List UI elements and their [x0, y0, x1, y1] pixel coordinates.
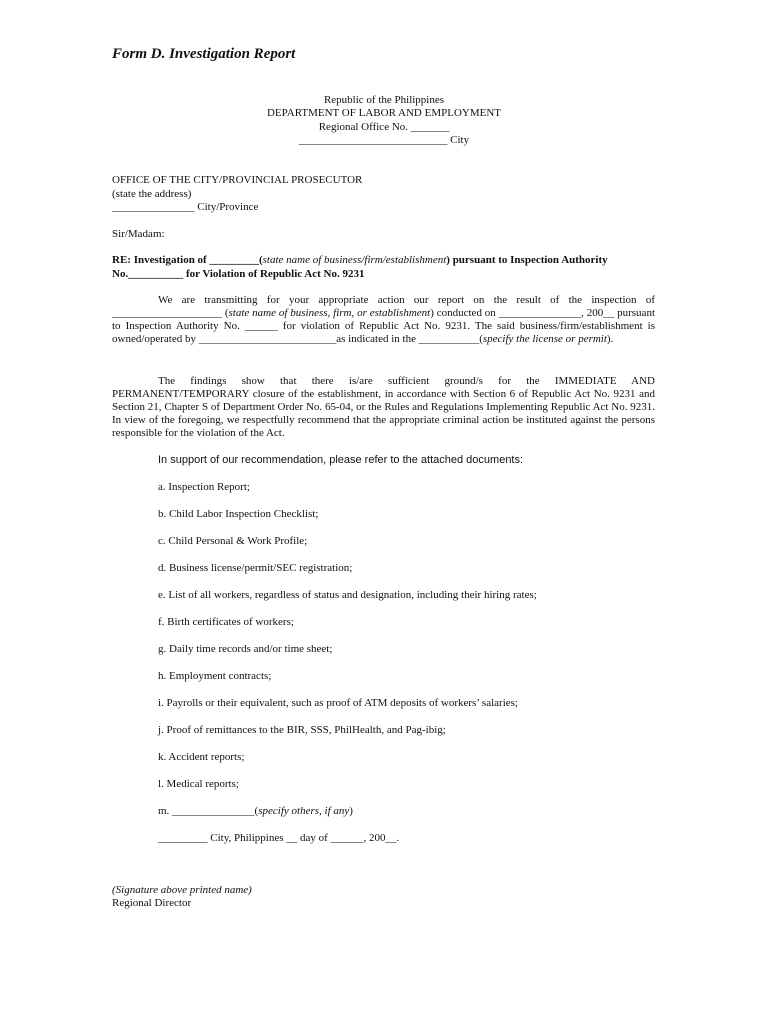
document-item: e. List of all workers, regardless of status and designation, including their hiring rates;: [158, 589, 537, 601]
paragraph-findings: The findings show that there is/are sufficient ground/s for the IMMEDIATE AND PERMANENT/TEMPORARY closure of the establishment, in accordance with Section 6 of Republic Act No. 9231 and Section 21, Chapter S of Department Order No. 65-04, or the Rules and Regulations Implementing Republic Act No. 9231. In view of the foregoing, we respectfully recommend that the appropriate criminal action be instituted against the persons responsible for the violation of the Act.: [112, 375, 655, 439]
document-item: f. Birth certificates of workers;: [158, 616, 294, 628]
support-intro: In support of our recommendation, please refer to the attached documents:: [158, 454, 524, 466]
document-item: c. Child Personal & Work Profile;: [158, 535, 308, 547]
document-item: h. Employment contracts;: [158, 670, 272, 682]
document-item: a. Inspection Report;: [158, 481, 250, 493]
document-item: b. Child Labor Inspection Checklist;: [158, 508, 319, 520]
document-item: d. Business license/permit/SEC registration;: [158, 562, 353, 574]
addressee-city: _______________ City/Province: [112, 201, 259, 213]
document-item: j. Proof of remittances to the BIR, SSS, PhilHealth, and Pag-ibig;: [158, 724, 446, 736]
header-regional-office: Regional Office No. _______: [318, 121, 450, 133]
header-republic: Republic of the Philippines: [323, 94, 445, 106]
addressee-address-note: (state the address): [112, 188, 192, 200]
document-item: l. Medical reports;: [158, 778, 239, 790]
salutation: Sir/Madam:: [112, 228, 165, 240]
document-item: g. Daily time records and/or time sheet;: [158, 643, 333, 655]
re-line-1: RE: Investigation of _________(state name of business/firm/establishment) pursuant to Inspection Authority: [112, 254, 608, 266]
header-city: ___________________________ City: [298, 134, 470, 146]
signatory-title: Regional Director: [112, 897, 192, 909]
addressee-office: OFFICE OF THE CITY/PROVINCIAL PROSECUTOR: [112, 174, 363, 186]
signature-note: (Signature above printed name): [112, 884, 252, 896]
paragraph-transmittal: We are transmitting for your appropriate action our report on the result of the inspection of ____________________ (state name of business, firm, or establishment) conducted on _______________, 200__ pursuant to Inspection Authority No. ______ for violation of Republic Act No. 9231. The said business/firm/establishment is owned/operated by _________________________as indicated in the ___________(specify the license or permit).: [112, 294, 655, 345]
form-title: Form D. Investigation Report: [112, 46, 296, 62]
document-item-other: m. _______________(specify others, if any): [158, 805, 353, 817]
date-line: _________ City, Philippines __ day of ______, 200__.: [158, 832, 400, 844]
document-item: k. Accident reports;: [158, 751, 245, 763]
re-line-2: No.__________ for Violation of Republic Act No. 9231: [112, 268, 365, 280]
document-item: i. Payrolls or their equivalent, such as proof of ATM deposits of workers’ salaries;: [158, 697, 518, 709]
header-department: DEPARTMENT OF LABOR AND EMPLOYMENT: [266, 107, 502, 119]
